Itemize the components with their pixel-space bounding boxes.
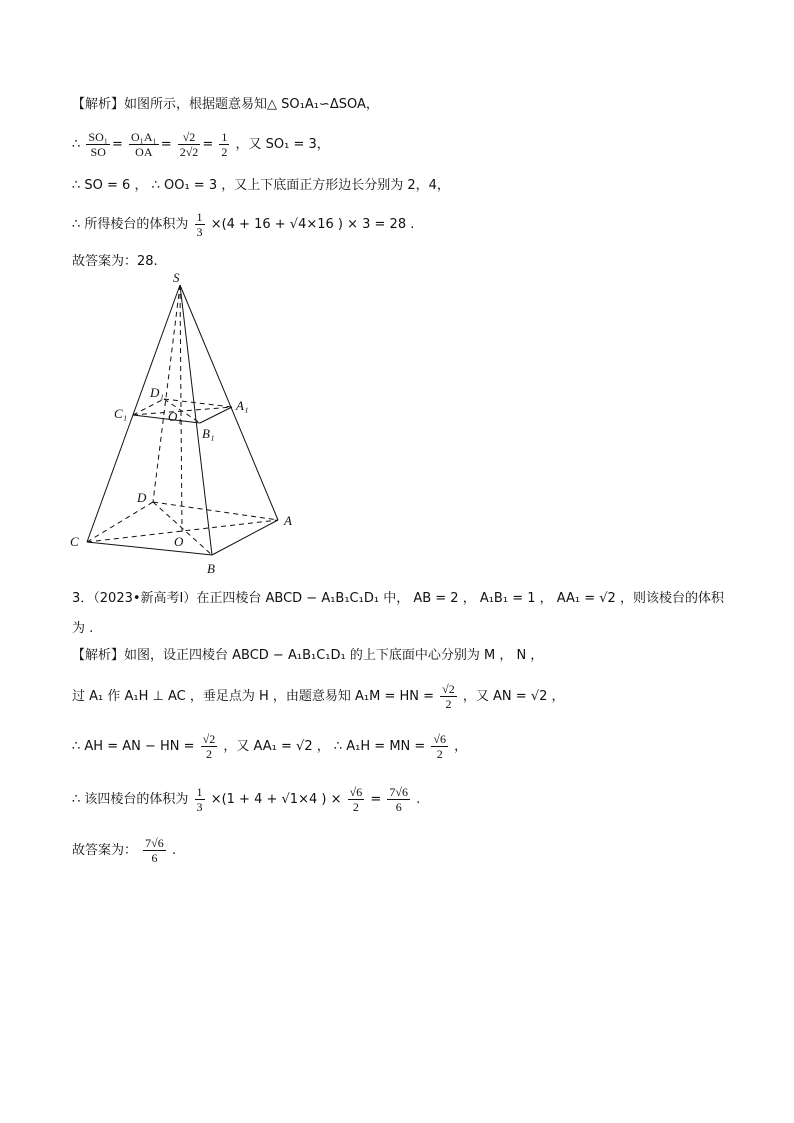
line-10-head: ∴ AH = AN − HN =: [72, 739, 195, 754]
label-d1: D₁: [150, 385, 164, 400]
solution-line-1: 【解析】如图所示，根据题意易知△ SO₁A₁∽ΔSOA，: [72, 97, 379, 112]
answer-2-tail: .: [171, 843, 177, 858]
label-b1: B₁: [202, 426, 215, 441]
line-11-tail: .: [416, 792, 421, 807]
fraction-mn-value: $\frac{√6}{2}$: [433, 732, 447, 761]
line-11-head: ∴ 该四棱台的体积为: [72, 792, 189, 807]
fraction-volume-result: $\frac{7√6}{6}$: [389, 785, 408, 814]
label-c: C: [70, 534, 79, 549]
answer-line-2: [72, 836, 176, 865]
fraction-root2-2root2: $\frac{√2}{2√2}$: [179, 130, 199, 159]
label-d: D: [137, 490, 147, 505]
answer-2-label: 故答案为：: [72, 843, 138, 858]
frustum-figure: [60, 270, 320, 580]
edge-c-b: [87, 542, 212, 555]
fraction-one-third: $\frac{1}{3}$: [196, 210, 203, 239]
solution-2-line-1: 【解析】如图，设正四棱台 ABCD − A₁B₁C₁D₁ 的上下底面中心分别为 M ， N ，: [72, 648, 544, 663]
label-o: O: [174, 534, 184, 549]
line-4-tail: ×(4 + 16 + √4×16 ) × 3 = 28 .: [210, 217, 415, 232]
line-10-mid: ，又 AA₁ = √2 ， ∴ A₁H = MN =: [223, 739, 426, 754]
therefore-symbol: ∴: [72, 137, 81, 152]
fraction-o1a1-oa: $\frac{\text{O₁A₁}}{OA}$: [130, 130, 157, 159]
label-a1: A₁: [236, 398, 249, 413]
fraction-root2-over-2: $\frac{√2}{2}$: [442, 682, 455, 711]
fraction-answer-2: $\frac{7√6}{6}$: [145, 836, 164, 865]
line-11-mid: ×(1 + 4 + √1×4 ) ×: [210, 792, 342, 807]
line-2-tail: ，又 SO₁ = 3，: [235, 137, 330, 152]
edge-b-a: [212, 520, 278, 555]
fraction-one-third-b: $\frac{1}{3}$: [196, 785, 203, 814]
label-a: A: [284, 513, 292, 528]
solution-2-line-3: [72, 732, 467, 761]
edge-d-a: [153, 502, 278, 520]
fraction-ah-value: $\frac{√2}{2}$: [202, 732, 216, 761]
fraction-root6-over-2: $\frac{√6}{2}$: [349, 785, 363, 814]
line-10-tail: ，: [454, 739, 468, 754]
equals-sign: =: [370, 792, 382, 807]
question-3-line-2: 为 .: [72, 621, 94, 636]
label-b: B: [207, 561, 215, 576]
label-o1: O₁: [168, 409, 182, 424]
solution-line-4: [72, 210, 414, 239]
line-9-tail: ，又 AN = √2 ，: [462, 689, 565, 704]
fraction-one-half: $\frac{1}{2}$: [221, 130, 228, 159]
question-3-line-1: 3．（2023•新高考Ⅰ）在正四棱台 ABCD − A₁B₁C₁D₁ 中， AB = 2 ， A₁B₁ = 1 ， AA₁ = √2 ，则该棱台的体积: [72, 591, 724, 606]
solution-line-3: ∴ SO = 6 ， ∴ OO₁ = 3 ，又上下底面正方形边长分别为 2，4，: [72, 178, 450, 193]
solution-2-line-4: [72, 785, 420, 814]
solution-2-line-2: [72, 682, 565, 711]
answer-line-1: 故答案为：28.: [72, 254, 158, 269]
solution-line-2: ∴ $\frac{\text{SO₁}}{SO}$ = $\frac{\text{O₁A₁}}{OA}$ = $\frac{√2}{2√2}$ = $\frac{1}{2}$ ，又 SO₁ = 3，: [72, 130, 330, 159]
line-4-head: ∴ 所得棱台的体积为: [72, 217, 189, 232]
fraction-so1-so: $\frac{\text{SO₁}}{SO}$: [88, 130, 108, 159]
label-s: S: [173, 270, 180, 285]
line-9-head: 过 A₁ 作 A₁H ⊥ AC ，垂足点为 H ，由题意易知 A₁M = HN =: [72, 689, 435, 704]
label-c1: C₁: [114, 406, 128, 421]
